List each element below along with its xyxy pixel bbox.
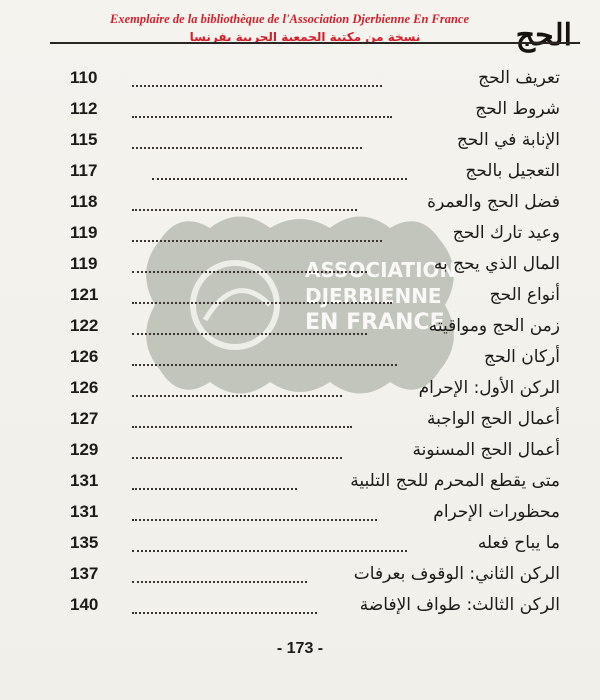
toc-entry	[70, 66, 560, 96]
toc-title: الركن الثاني: الوقوف بعرفات	[353, 564, 560, 584]
toc-title: الإنابة في الحج	[456, 130, 560, 150]
toc-title: وعيد تارك الحج	[452, 223, 560, 243]
toc-leader-dots	[132, 456, 342, 459]
toc-page-number: 122	[70, 316, 99, 335]
chapter-heading: الحج	[515, 18, 572, 53]
toc-leader-dots	[132, 425, 352, 428]
toc-page-number: 126	[70, 347, 99, 366]
toc-entry	[70, 314, 560, 344]
watermark-text-line: ASSOCIATION	[305, 258, 457, 282]
toc-page-number: 117	[70, 161, 98, 180]
toc-entry	[70, 97, 560, 127]
toc-title: أعمال الحج الواجبة	[426, 409, 560, 429]
toc-page-number: 135	[70, 533, 99, 552]
toc-entry	[70, 159, 560, 189]
toc-leader-dots	[132, 301, 392, 304]
toc-title: محظورات الإحرام	[433, 502, 560, 522]
toc-title: أعمال الحج المسنونة	[412, 440, 560, 460]
toc-page-number: 127	[70, 409, 99, 428]
toc-entry	[70, 221, 560, 251]
toc-leader-dots	[132, 239, 382, 242]
toc-leader-dots	[132, 270, 367, 273]
toc-leader-dots	[132, 518, 377, 521]
toc-entry	[70, 345, 560, 375]
toc-entry	[70, 252, 560, 282]
toc-title: شروط الحج	[475, 99, 560, 119]
toc-title: زمن الحج ومواقيته	[428, 316, 560, 336]
toc-entry	[70, 531, 560, 561]
toc-entry	[70, 562, 560, 592]
toc-page-number: 129	[70, 440, 99, 459]
toc-title: متى يقطع المحرم للحج التلبية	[350, 471, 560, 491]
toc-entry	[70, 128, 560, 158]
header-rule	[50, 42, 580, 44]
toc-entry	[70, 283, 560, 313]
toc-page-number: 131	[70, 502, 99, 521]
toc-entry	[70, 438, 560, 468]
toc-title: الركن الثالث: طواف الإفاضة	[359, 595, 560, 615]
toc-title: الركن الأول: الإحرام	[418, 378, 560, 398]
toc-leader-dots	[132, 115, 392, 118]
toc-title: تعريف الحج	[478, 68, 560, 88]
toc-page-number: 137	[70, 564, 99, 583]
toc-entry	[70, 407, 560, 437]
toc-title: أركان الحج	[484, 347, 560, 367]
toc-title: المال الذي يحج به	[433, 254, 560, 274]
toc-page-number: 119	[70, 254, 98, 273]
toc-entry	[70, 593, 560, 623]
toc-leader-dots	[132, 580, 307, 583]
toc-entry	[70, 190, 560, 220]
library-stamp-french: Exemplaire de la bibliothèque de l'Association Djerbienne En France	[110, 12, 470, 26]
toc-entry	[70, 500, 560, 530]
toc-leader-dots	[132, 84, 382, 87]
toc-page-number: 121	[70, 285, 99, 304]
toc-leader-dots	[132, 146, 362, 149]
toc-title: فضل الحج والعمرة	[427, 192, 560, 212]
toc-entry	[70, 376, 560, 406]
toc-leader-dots	[132, 394, 342, 397]
toc-leader-dots	[152, 177, 407, 180]
toc-leader-dots	[132, 487, 297, 490]
toc-page-number: 112	[70, 99, 98, 118]
toc-title: ما يباح فعله	[477, 533, 560, 553]
toc-leader-dots	[132, 549, 407, 552]
toc-page-number: 126	[70, 378, 99, 397]
toc-leader-dots	[132, 208, 357, 211]
page-number: - 173 -	[276, 640, 324, 657]
toc-title: التعجيل بالحج	[465, 161, 560, 181]
toc-page-number: 131	[70, 471, 99, 490]
toc-page-number: 119	[70, 223, 98, 242]
toc-page-number: 118	[70, 192, 98, 211]
toc-leader-dots	[132, 611, 317, 614]
toc-entry	[70, 469, 560, 499]
toc-page-number: 115	[70, 130, 98, 149]
library-stamp-arabic: نسخة من مكتبة الجمعية الجربية بفرنسا	[189, 30, 421, 44]
toc-title: أنواع الحج	[489, 285, 560, 305]
watermark-text-line: EN FRANCE	[305, 310, 445, 335]
toc-page-number: 140	[70, 595, 99, 614]
toc-page-number: 110	[70, 68, 98, 87]
toc-leader-dots	[132, 363, 397, 366]
toc-leader-dots	[132, 332, 367, 335]
watermark-text-line: DJERBIENNE	[305, 284, 442, 308]
